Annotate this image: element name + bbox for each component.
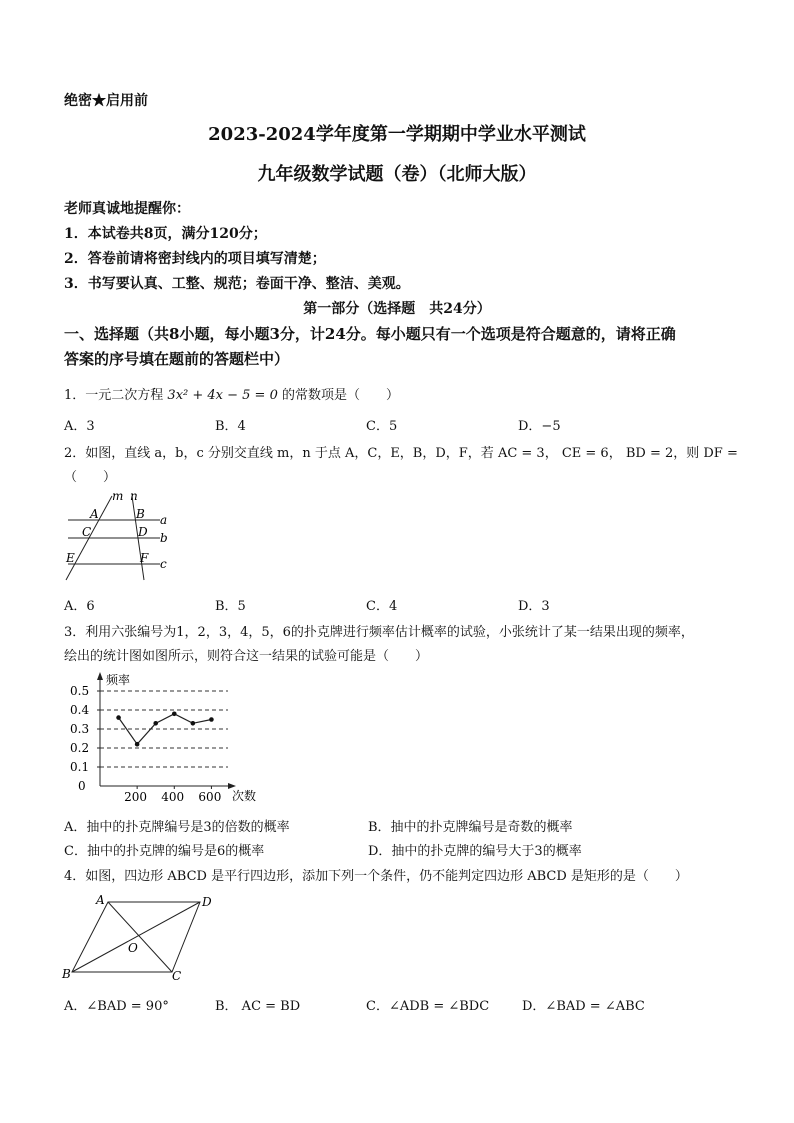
question-1-stem (64, 384, 399, 403)
q2-figure (60, 488, 180, 588)
y-axis-label: 频率 (106, 673, 131, 687)
y-axis-arrow (97, 672, 103, 680)
q1-stem-end: 的常数项是（ ） (282, 388, 400, 403)
label-m: m (112, 489, 124, 503)
label-a: a (160, 513, 168, 527)
exam-subtitle: 九年级数学试题（卷）（北师大版） (257, 164, 537, 185)
label-F: F (140, 551, 149, 565)
reminder-item: 3．书写要认真、工整、规范；卷面干净、整洁、美观。 (64, 276, 410, 292)
secret-label: 绝密★启用前 (64, 93, 148, 109)
frequency-point (153, 721, 158, 726)
exam-title: 2023-2024学年度第一学期期中学业水平测试 (208, 124, 586, 145)
y-tick-label: 0.1 (70, 760, 90, 774)
reminder-item: 2．答卷前请将密封线内的项目填写清楚； (64, 251, 326, 267)
frequency-point (135, 742, 140, 747)
question-3-stem-cont: 绘出的统计图如图所示，则符合这一结果的试验可能是（ ） (64, 649, 429, 664)
label-b: b (160, 531, 168, 545)
label-C: C (82, 525, 92, 539)
question-2-paren: （ ） (64, 470, 117, 485)
q4-option-d[interactable]: D．∠BAD = ∠ABC (522, 999, 645, 1014)
origin-label: 0 (78, 779, 86, 793)
frequency-point (116, 715, 121, 720)
x-axis-label: 次数 (232, 789, 257, 803)
y-tick-label: 0.4 (70, 703, 90, 717)
q2-option-d[interactable]: D．3 (518, 599, 550, 614)
q4-option-b[interactable]: B． AC = BD (215, 999, 301, 1014)
section-instruction-cont: 答案的序号填在题前的答题栏中） (64, 350, 290, 368)
q3-option-b[interactable]: B．抽中的扑克牌编号是奇数的概率 (368, 820, 573, 835)
label-A: A (96, 893, 105, 907)
label-C: C (172, 969, 182, 983)
frequency-line-chart (58, 668, 278, 808)
part-title: 第一部分（选择题 共24分） (303, 301, 491, 317)
q1-option-a[interactable]: A．3 (64, 419, 95, 434)
label-E: E (66, 551, 75, 565)
y-tick-label: 0.2 (70, 741, 90, 755)
q1-stem-start: 1．一元二次方程 (64, 388, 164, 403)
reminder-item: 1．本试卷共8页，满分120分； (64, 226, 267, 242)
question-2-stem: 2．如图，直线 a，b，c 分别交直线 m，n 于点 A，C，E，B，D，F，若 AC = 3， CE = 6， BD = 2，则 DF = (64, 446, 738, 461)
y-tick-label: 0.5 (70, 684, 90, 698)
diagonal-ac (108, 902, 172, 972)
frequency-point (172, 712, 177, 717)
q2-option-c[interactable]: C．4 (366, 599, 398, 614)
y-tick-label: 0.3 (70, 722, 90, 736)
frequency-point (191, 721, 196, 726)
q4-option-c[interactable]: C．∠ADB = ∠BDC (366, 999, 490, 1014)
diagonal-bd (72, 902, 200, 972)
q2-option-a[interactable]: A．6 (64, 599, 95, 614)
q3-option-d[interactable]: D．抽中的扑克牌的编号大于3的概率 (368, 844, 582, 859)
q1-option-c[interactable]: C．5 (366, 419, 398, 434)
q1-equation: 3x² + 4x − 5 = 0 (167, 388, 278, 403)
q4-parallelogram-figure (60, 890, 230, 986)
q4-option-a[interactable]: A．∠BAD = 90° (64, 999, 169, 1014)
q3-option-c[interactable]: C．抽中的扑克牌的编号是6的概率 (64, 844, 265, 859)
label-D: D (138, 525, 148, 539)
question-3-stem: 3．利用六张编号为1，2，3，4，5，6的扑克牌进行频率估计概率的试验，小张统计了某一结果出现的频率， (64, 625, 694, 640)
label-A: A (90, 507, 99, 521)
label-B: B (62, 967, 71, 981)
reminder-heading: 老师真诚地提醒你： (64, 201, 190, 217)
q1-option-d[interactable]: D．−5 (518, 419, 561, 434)
label-c: c (160, 557, 167, 571)
frequency-point (209, 717, 214, 722)
q1-option-b[interactable]: B．4 (215, 419, 246, 434)
x-tick-label: 600 (198, 790, 222, 804)
q2-option-b[interactable]: B．5 (215, 599, 246, 614)
x-tick-label: 200 (124, 790, 148, 804)
section-instruction: 一、选择题（共8小题，每小题3分，计24分。每小题只有一个选项是符合题意的，请将正确 (64, 325, 676, 343)
q3-option-a[interactable]: A．抽中的扑克牌编号是3的倍数的概率 (64, 820, 290, 835)
label-n: n (130, 489, 138, 503)
label-B: B (136, 507, 145, 521)
label-O: O (128, 941, 138, 955)
x-tick-label: 400 (161, 790, 185, 804)
question-4-stem: 4．如图，四边形 ABCD 是平行四边形，添加下列一个条件，仍不能判定四边形 ABCD 是矩形的是（ ） (64, 869, 688, 884)
label-D: D (202, 895, 212, 909)
